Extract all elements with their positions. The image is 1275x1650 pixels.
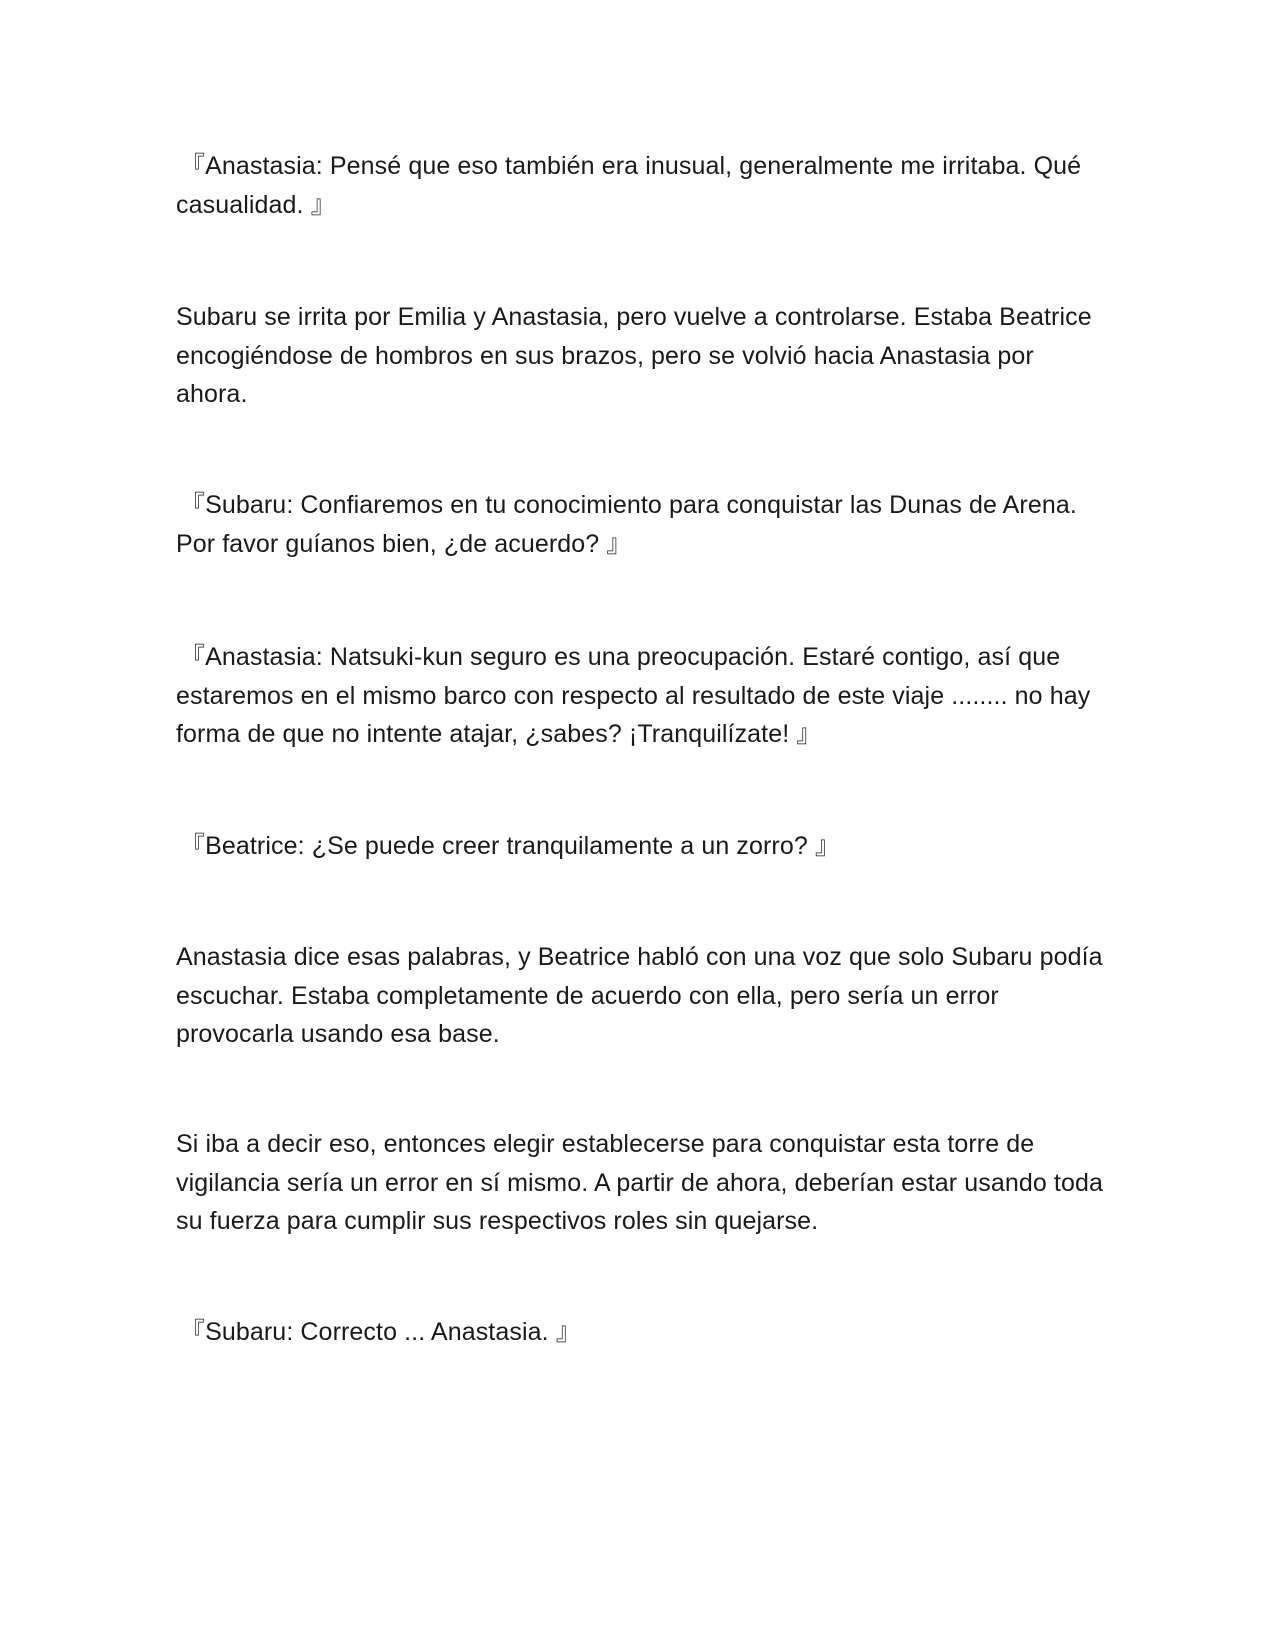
dialogue-subaru-trust: 『Subaru: Confiaremos en tu conocimiento para conquistar las Dunas de Arena. Por favor guíanos bien, ¿de acuerdo? 』 (176, 491, 1077, 558)
narration-paragraph: Si iba a decir eso, entonces elegir establecerse para conquistar esta torre de vigilancia sería un error en sí mismo. A partir de ahora, deberían estar usando toda su fuerza para cumplir sus respectivos roles sin quejarse. (176, 1130, 1103, 1235)
narration-paragraph: Subaru se irrita por Emilia y Anastasia, pero vuelve a controlarse. Estaba Beatrice encogiéndose de hombros en sus brazos, pero se volvió hacia Anastasia por ahora. (176, 303, 1092, 408)
dialogue-subaru-correct: 『Subaru: Correcto ... Anastasia. 』 (180, 1318, 581, 1346)
dialogue-anastasia-same-boat: 『Anastasia: Natsuki-kun seguro es una preocupación. Estaré contigo, así que estaremos en el mismo barco con respecto al resultado de este viaje ........ no hay forma de que no intente atajar, ¿sabes? ¡Tranquilízate! 』 (176, 643, 1091, 748)
dialogue-anastasia-irritated: 『Anastasia: Pensé que eso también era inusual, generalmente me irritaba. Qué casualidad. 』 (176, 152, 1082, 219)
narration-paragraph: Anastasia dice esas palabras, y Beatrice habló con una voz que solo Subaru podía escuchar. Estaba completamente de acuerdo con ella, pero sería un error provocarla usando esa base. (176, 943, 1103, 1048)
dialogue-beatrice-fox: 『Beatrice: ¿Se puede creer tranquilamente a un zorro? 』 (180, 832, 841, 860)
